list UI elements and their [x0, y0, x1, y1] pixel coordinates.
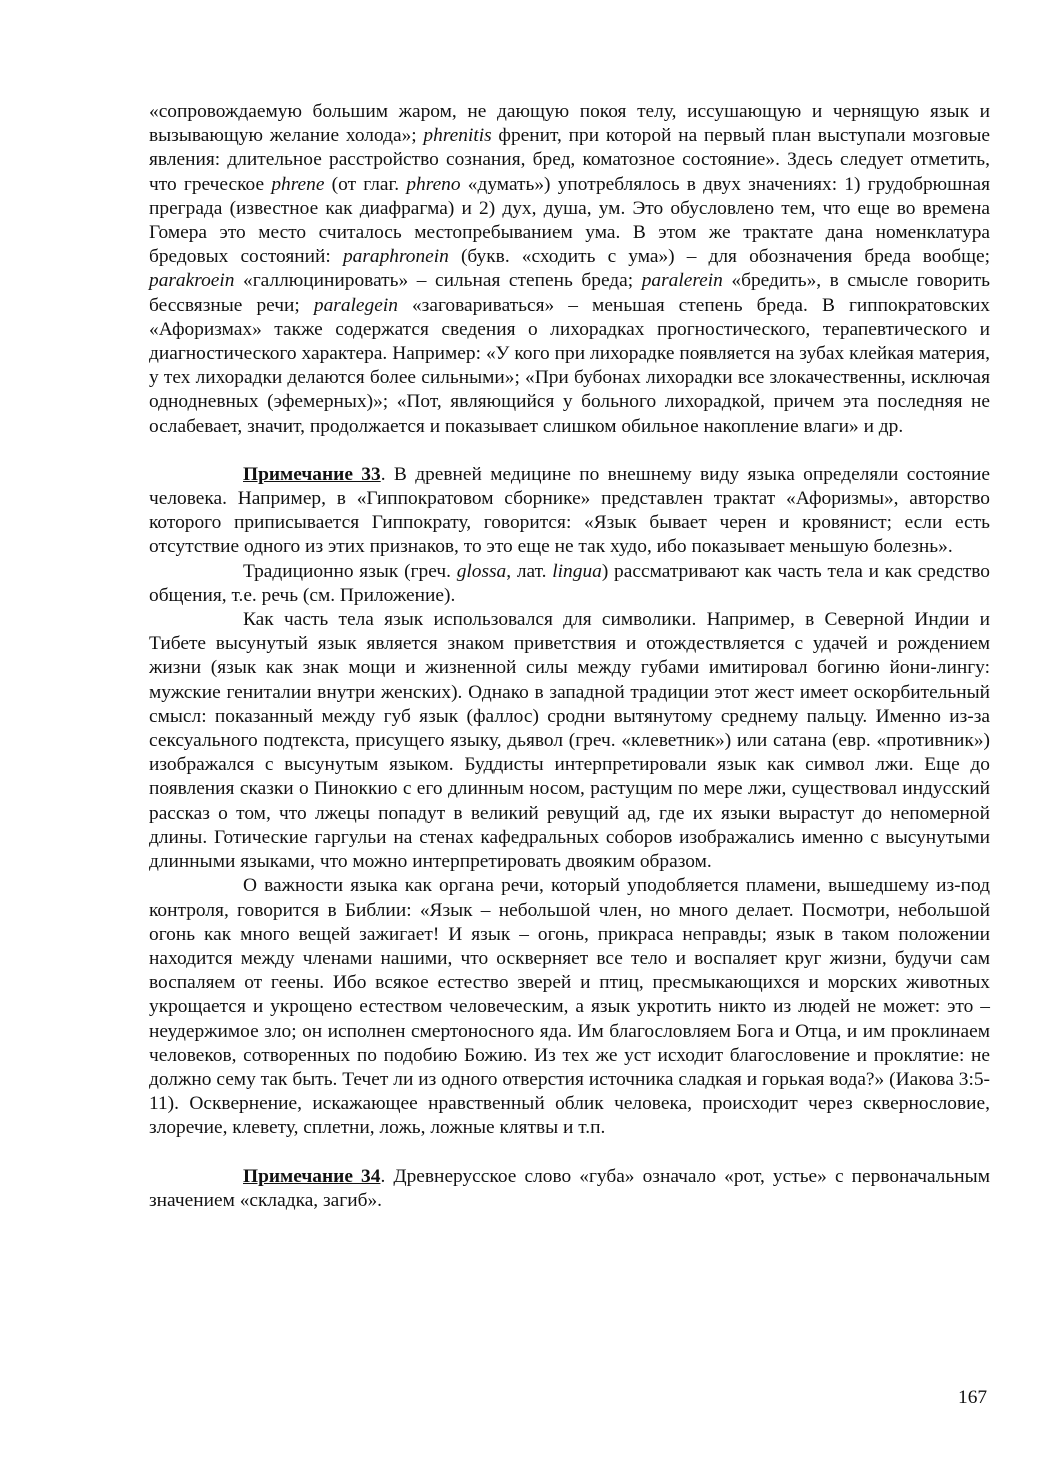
document-page: [149, 100, 990, 1213]
text-run: , лат.: [506, 560, 553, 582]
note-34-label: Примечание 34: [243, 1165, 381, 1187]
term-phrenitis: phrenitis: [423, 125, 492, 147]
note-33: [149, 463, 990, 560]
text-run: «думать») употреблялось в двух значениях: 1) грудобрюшная преграда (известное как диафрагма) и 2) дух, душа, ум. Это обусловлено тем, что еще во времена Гомера это место считалось местопребыванием ума. В этом же трактате дана номенклатура бредовых состояний:: [149, 173, 990, 268]
term-parakroein: parakroein: [149, 270, 235, 292]
text-run: «сопровождаемую большим жаром, не дающую покоя телу, иссушающую и чернящую язык и вызывающую желание холода»;: [149, 101, 990, 147]
term-paralerein: paralerein: [641, 270, 723, 292]
text-run: ) рассматривают как часть тела и как средство общения, т.е. речь (см. Приложение).: [149, 560, 991, 606]
page-number: 167: [958, 1387, 988, 1408]
term-phreno: phreno: [406, 173, 461, 195]
note-34: [149, 1165, 990, 1213]
text-run: френит, при которой на первый план выступали мозговые явления: длительное расстройство сознания, бред, коматозное состояние». Здесь следует отметить, что греческое: [149, 125, 990, 195]
term-paralegein: paralegein: [313, 294, 398, 316]
text-run: «заговариваться» – меньшая степень бреда. В гиппократовских «Афоризмах» также содержатся сведения о лихорадках прогностического, терапевтического и диагностического характера. Например: «У кого при лихорадке появляется на зубах клейкая материя, у тех лихорадки делаются более сильными»; «При бубонах лихорадки все злокачественны, исключая однодневных (эфемерных)»; «Пот, являющийся у больного лихорадкой, причем эта последняя не ослабевает, значит, продолжается и показывает слишком обильное накопление влаги» и др.: [149, 294, 991, 437]
note-33-label: Примечание 33: [243, 463, 381, 485]
term-phrene: phrene: [271, 173, 325, 195]
paragraph-tongue-definition: [149, 560, 990, 608]
text-run: (от глаг.: [324, 173, 407, 195]
paragraph-gap: [149, 439, 990, 463]
term-glossa: glossa: [456, 560, 507, 582]
text-run: «бредить», в смысле говорить бессвязные речи;: [149, 270, 990, 316]
text-run: Традиционно язык (греч.: [243, 560, 457, 582]
note-33-text: . В древней медицине по внешнему виду языка определяли состояние человека. Например, в «Гиппократовом сборнике» представлен трактат «Афоризмы», авторство которого приписывается Гиппократу, говорится: «Язык бывает черен и кровянист; если есть отсутствие одного из этих признаков, то это еще не так худо, ибо показывает меньшую болезнь».: [149, 463, 990, 558]
text-run: «галлюцинировать» – сильная степень бреда;: [234, 270, 642, 292]
paragraph-tongue-symbolism: Как часть тела язык использовался для символики. Например, в Северной Индии и Тибете высунутый язык является знаком приветствия и отождествляется с удачей и рождением жизни (язык как знак мощи и жизненной силы между губами имитировал богиню йони-лингу: мужские гениталии внутри женских). Однако в западной традиции этот жест имеет оскорбительный смысл: показанный между губ язык (фаллос) сродни вытянутому среднему пальцу. Именно из-за сексуального подтекста, присущего языку, дьявол (греч. «клеветник») или сатана (евр. «противник») изображался с высунутым языком. Буддисты интерпретировали язык как символ лжи. Еще до появления сказки о Пиноккио с его длинным носом, растущим по мере лжи, существовал индусский рассказ о том, что лжецы попадут в великий ревущий ад, где их языки вырастут до непомерной длины. Готические гаргульи на стенах кафедральных соборов изображались именно с высунутыми длинными языками, что можно интерпретировать двояким образом.: [149, 609, 990, 873]
paragraph-fever-types: [149, 100, 990, 439]
note-34-text: . Древнерусское слово «губа» означало «рот, устье» с первоначальным значением «складка, загиб».: [149, 1165, 990, 1211]
term-lingua: lingua: [552, 560, 602, 582]
term-paraphronein: paraphronein: [342, 246, 449, 268]
paragraph-tongue-bible: О важности языка как органа речи, который уподобляется пламени, вышедшему из-под контроля, говорится в Библии: «Язык – небольшой член, но много делает. Посмотри, небольшой огонь как много вещей зажигает! И язык – огонь, прикраса неправды; язык в таком положении находится между членами нашими, что оскверняет все тело и воспаляет круг жизни, будучи сам воспаляем от геены. Ибо всякое естество зверей и птиц, пресмыкающихся и морских животных укрощается и укрощено естеством человеческим, а язык укротить никто из людей не может: это – неудержимое зло; он исполнен смертоносного яда. Им благословляем Бога и Отца, и им проклинаем человеков, сотворенных по подобию Божию. Из тех же уст исходит благословение и проклятие: не должно сему так быть. Течет ли из одного отверстия источника сладкая и горькая вода?» (Иакова 3:5-11). Осквернение, искажающее нравственный облик человека, происходит через сквернословие, злоречие, клевету, сплетни, ложь, ложные клятвы и т.п.: [149, 875, 990, 1139]
text-run: (букв. «сходить с ума») – для обозначения бреда вообще;: [448, 246, 991, 268]
paragraph-gap: [149, 1141, 990, 1165]
